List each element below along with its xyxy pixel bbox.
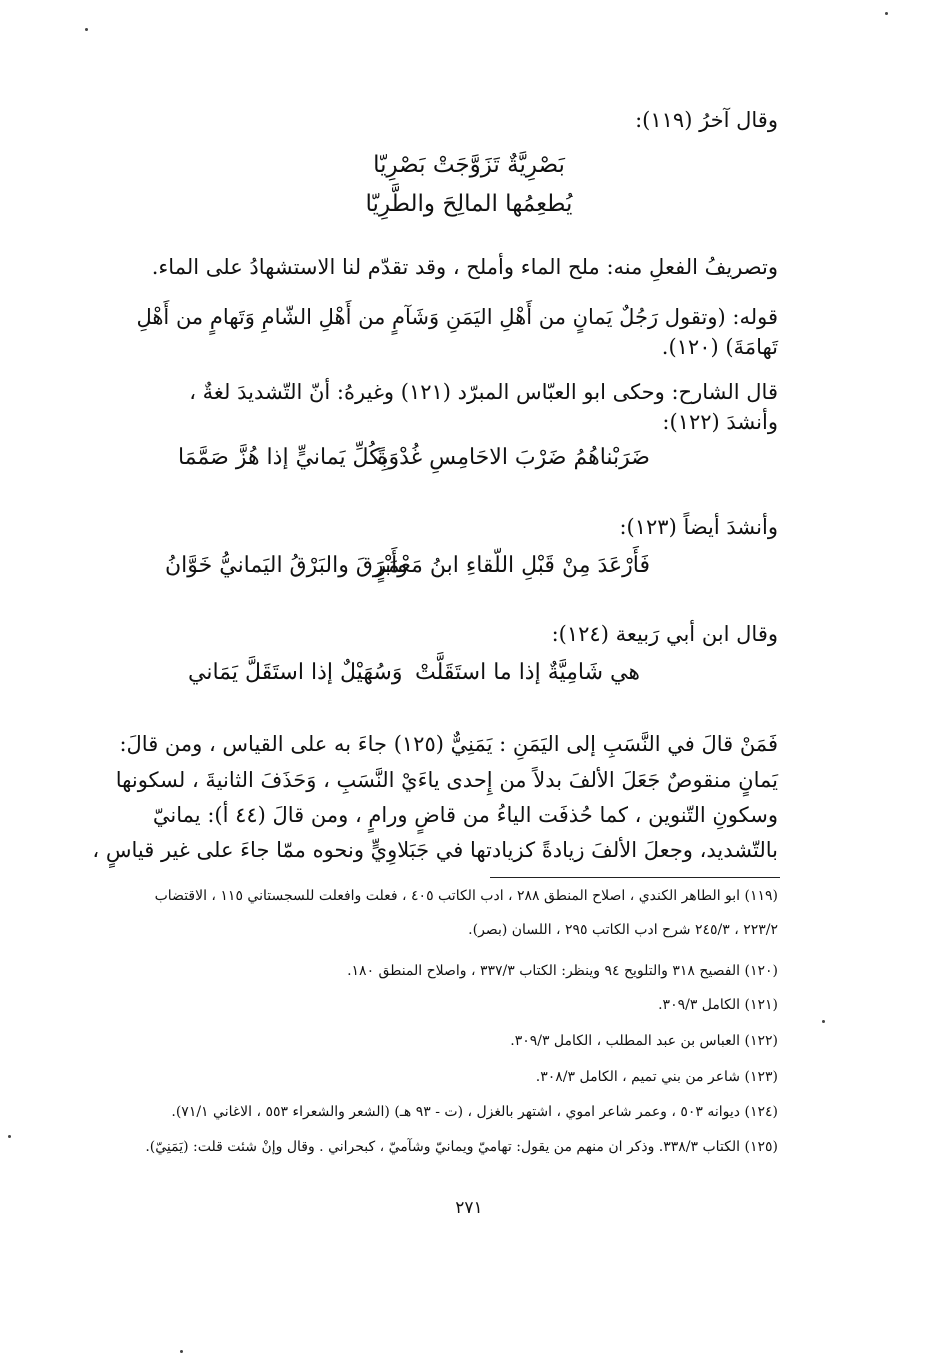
verse4-first-hemistich: هي شَامِيَّةٌ إذا ما استَقَلَّتْ (415, 660, 640, 685)
paragraph-quote-line2: تَهامَةَ) (١٢٠). (661, 335, 778, 359)
scan-speck (85, 28, 88, 31)
footnote-122: (١٢٢) العباس بن عبد المطلب ، الكامل ٣٠٩/٣. (510, 1033, 778, 1049)
footnote-124: (١٢٤) ديوانه ٥٠٣ ، وعمر شاعر اموي ، اشتهر بالغزل ، (ت - ٩٣ هـ) (الشعر والشعراء ٥٥٣ ، الاغاني ٧١/١). (171, 1104, 778, 1120)
verse3-first-hemistich: فَأَرْعَدَ مِنْ قَبْلِ اللّقاءِ ابنُ مَعْمَرٍ (375, 553, 650, 578)
scan-speck (8, 1135, 11, 1138)
paragraph-nisba-line2: يَمانٍ منقوصٌ جَعَلَ الألفَ بدلاً من إِحدى ياءَيْ النَّسَبِ ، وَحَذَفَ الثانيةَ ، لسكونها (115, 768, 778, 792)
verse3-second-hemistich: وأَبْرَقَ والبَرْقُ اليَمانيُّ خَوَّانُ (165, 553, 408, 578)
paragraph-commentator-line1: قال الشارح: وحكى ابو العبّاس المبرّد (١٢١) وغيرهُ: أنّ التّشديدَ لغةٌ ، (189, 380, 778, 404)
scan-speck (180, 1350, 183, 1353)
page-number: ٢٧١ (455, 1198, 483, 1218)
footnote-119-line1: (١١٩) ابو الطاهر الكندي ، اصلاح المنطق ٢٨٨ ، ادب الكاتب ٤٠٥ ، فعلت وافعلت للسجستاني ١١٥ ، الاقتضاب (154, 888, 778, 904)
verse1-line1: بَصْرِيَّةٌ تَزَوَّجَتْ بَصْرِيّا (373, 152, 565, 178)
paragraph-conjugation: وتصريفُ الفعلِ منه: ملح الماء وأملح ، وقد تقدّم لنا الاستشهادُ على الماء. (151, 255, 778, 279)
scan-speck (885, 12, 888, 15)
footnote-125: (١٢٥) الكتاب ٣٣٨/٣. وذكر ان منهم من يقول: تهاميّ ويمانيّ وشآميّ ، كبحراني . وقال وإنْ شئت قلت: (يَمَنِيّ). (145, 1139, 778, 1155)
intro-line-124: وقال ابن أبي رَبيعة (١٢٤): (551, 622, 778, 646)
verse2-second-hemistich: بِكُلِّ يَمانيٍّ إذا هُزَّ صَمَّمَا (178, 445, 388, 470)
verse1-line2: يُطعِمُها المالِحَ والطَّرِيّا (365, 191, 573, 217)
footnote-121: (١٢١) الكامل ٣٠٩/٣. (658, 997, 778, 1013)
paragraph-commentator-line2: وأنشدَ (١٢٢): (662, 410, 778, 434)
footnote-120: (١٢٠) الفصيح ٣١٨ والتلويح ٩٤ وينظر: الكتاب ٣٣٧/٣ ، واصلاح المنطق ١٨٠. (347, 963, 778, 979)
verse4-second-hemistich: وَسُهَيْلٌ إذا استَقَلَّ يَمَاني (188, 660, 403, 685)
paragraph-quote-line1: قوله: (وتقول رَجُلٌ يَمانٍ من أَهْلِ اليَمَنِ وَشَآمٍ من أَهْلِ الشّامِ وَتَهامٍ من أَهْلِ (136, 305, 778, 329)
paragraph-nisba-line4: بالتّشديد، وجعلَ الألفَ زيادةً كزيادتها في جَبَلاوِيٍّ ونحوه ممّا جاءَ على غير قياسٍ ، (92, 838, 778, 862)
scan-speck (822, 1020, 825, 1023)
paragraph-nisba-line3: وسكونِ التّنوين ، كما حُذفَت الياءُ من قاضٍ ورامٍ ، ومن قالَ (٤٤ أ): يمانيّ (152, 803, 778, 827)
footnote-separator (490, 877, 780, 878)
intro-line-123: وأنشدَ أيضاً (١٢٣): (619, 515, 778, 539)
footnote-123: (١٢٣) شاعر من بني تميم ، الكامل ٣٠٨/٣. (535, 1069, 778, 1085)
intro-line-119: وقال آخرُ (١١٩): (635, 108, 778, 132)
footnote-119-line2: ٢٢٣/٢ ، ٢٤٥/٣ شرح ادب الكاتب ٢٩٥ ، اللسان (بصر). (468, 922, 778, 938)
verse2-first-hemistich: ضَرَبْناهُمُ ضَرْبَ الاحَامِسِ غُدْوَةً (376, 445, 650, 470)
paragraph-nisba-line1: فَمَنْ قالَ في النَّسَبِ إلى اليَمَنِ : يَمَنِيٌّ (١٢٥) جاءَ به على القياس ، ومن قالَ: (119, 732, 778, 756)
